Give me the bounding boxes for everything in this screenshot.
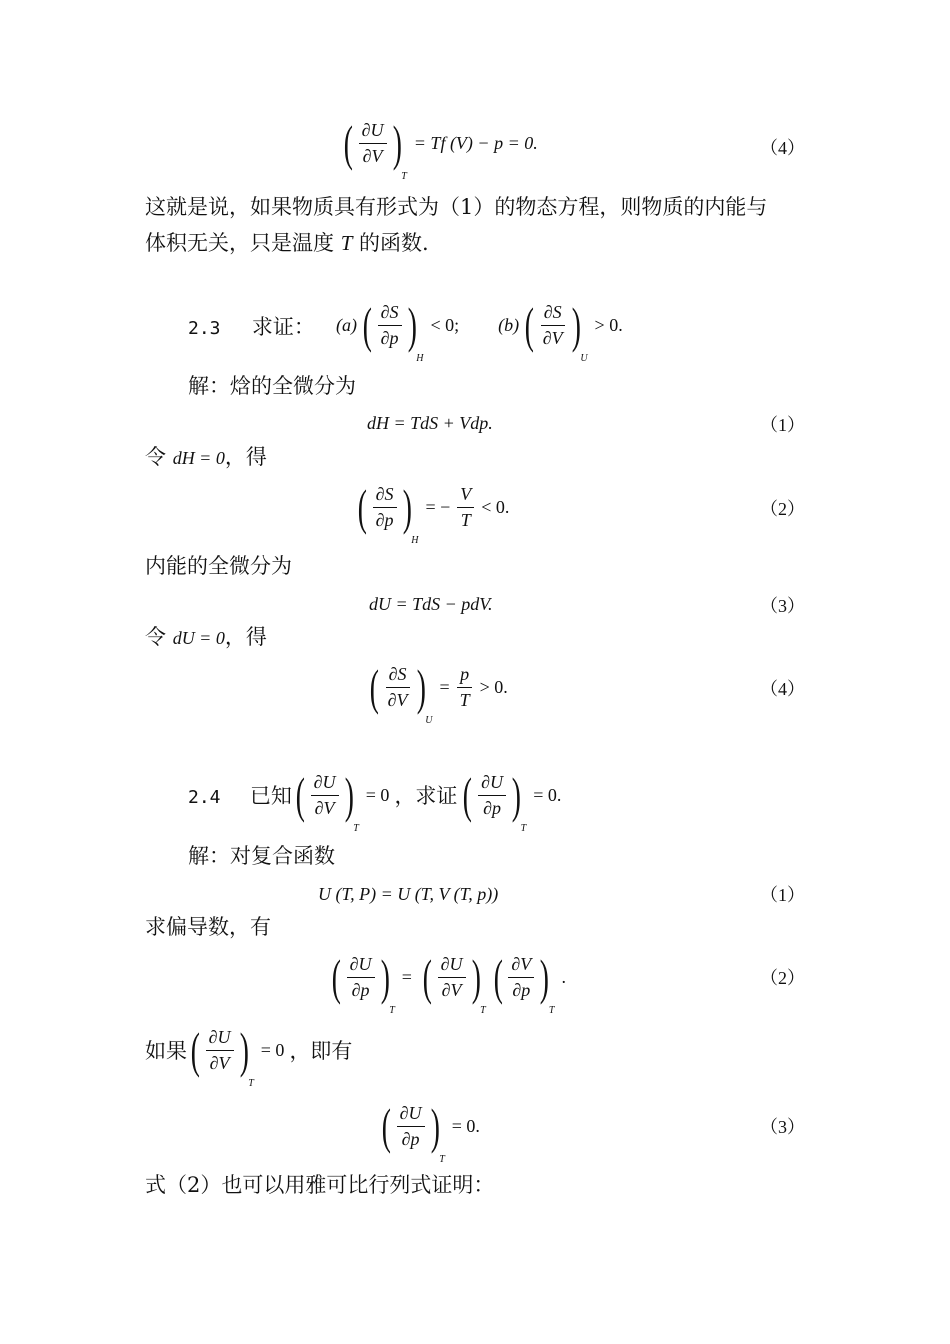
equation-rhs: = Tf (V) − p = 0. [413, 132, 538, 153]
equation-composite: U (T, P) = U (T, V (T, p)) [318, 884, 499, 904]
equation-2-3-2: ( $\frac{\partial S}{\partial p}$ ) H = − $\frac{V}{T}$ < 0. [357, 479, 510, 546]
let-dH: 令 dH = 0，得 [145, 445, 267, 469]
internal-energy-intro: 内能的全微分为 [145, 554, 292, 578]
equation-number: （3） [760, 1117, 805, 1137]
paragraph-line: 这就是说，如果物质具有形式为（1）的物态方程，则物质的内能与 [145, 195, 768, 219]
let-dU: 令 dU = 0，得 [145, 625, 267, 649]
paragraph-line: 体积无关，只是温度 T 的函数. [145, 231, 429, 255]
equation-number: （4） [760, 679, 805, 699]
problem-2-4-label: 2.4 已知 [188, 784, 292, 808]
equation-top-4 [338, 115, 543, 182]
problem-2-3-claims: (a) ( $\frac{\partial S}{\partial p}$ ) H < 0; (b) ( $\frac{\partial S}{\partial V}$ ) U > 0. [336, 297, 623, 364]
if-condition: ( $\frac{\partial U}{\partial V}$ ) T = 0 ，即有 [190, 1022, 353, 1089]
problem-2-3-label: 2.3 求证： [188, 315, 315, 339]
problem-2-4-statement: ( $\frac{\partial U}{\partial V}$ ) T = 0 ，求证 ( $\frac{\partial U}{\partial p}$ ) T = 0. [295, 767, 562, 834]
equation-number: （2） [760, 968, 805, 988]
if-line-pre: 如果 [145, 1039, 187, 1063]
equation-number: （1） [760, 885, 805, 905]
solution-intro: 解：焓的全微分为 [188, 374, 356, 398]
equation-2-3-4: ( $\frac{\partial S}{\partial V}$ ) U = $\frac{p}{T}$ > 0. [369, 659, 508, 726]
equation-dH: dH = TdS + Vdp. [367, 413, 493, 433]
equation-number: （4） [760, 138, 805, 158]
jacobian-note: 式（2）也可以用雅可比行列式证明： [145, 1173, 495, 1197]
equation-number: （1） [760, 415, 805, 435]
equation-number: （3） [760, 596, 805, 616]
partial-derivative: ( $\frac{\partial U}{\partial V}$ ) T [343, 115, 407, 182]
equation-dU: dU = TdS − pdV. [369, 594, 493, 614]
equation-number: （2） [760, 499, 805, 519]
solution-intro: 解：对复合函数 [188, 844, 335, 868]
equation-2-4-2: ( $\frac{\partial U}{\partial p}$ ) T = ( $\frac{\partial U}{\partial V}$ ) T ( $\frac{\partial V}{\partial p}$ ) T . [331, 949, 566, 1016]
partial-intro: 求偏导数，有 [145, 915, 271, 939]
equation-2-4-3: ( $\frac{\partial U}{\partial p}$ ) T = 0. [381, 1098, 480, 1165]
